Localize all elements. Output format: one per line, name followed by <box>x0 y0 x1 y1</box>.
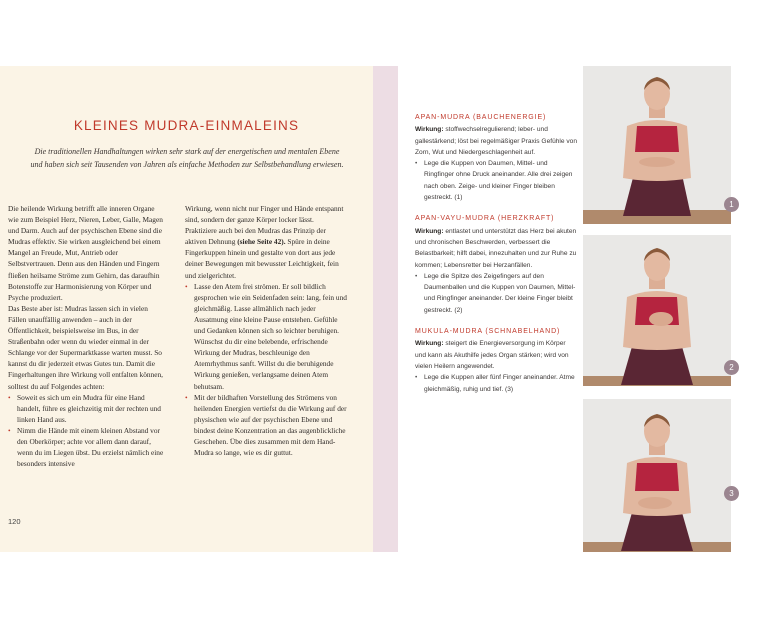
mudra-heading: APAN-MUDRA (BAUCHENERGIE) <box>415 114 547 121</box>
effect-label: Wirkung: <box>415 227 444 235</box>
effect-text: steigert die Energieversorgung im Körper und kann als Akuthilfe jedes Organ stärken; wird von vielen Heilern angewendet. <box>415 340 569 370</box>
woman-meditating-illustration <box>583 66 731 224</box>
instruction-text: Lege die Kuppen aller fünf Finger aneinander. Atme gleichmäßig, ruhig und tief. (3) <box>424 374 575 393</box>
bullet-icon: • <box>415 160 418 168</box>
effect-label: Wirkung: <box>415 126 444 134</box>
bullet-item <box>8 392 166 425</box>
intro-text: Die traditionellen Handhaltungen wirken sehr stark auf der energetischen und mentalen Ebene und haben sich seit Tausenden von Jahren als einfache Methoden zur Selbstbehandlung erwiesen. <box>30 147 344 169</box>
bullet-text: Mit der bildhaften Vorstellung des Strömens von heilenden Energien vertiefst du die Wirkung auf der physischen wie auf der psychischen Ebene und bindest deine Konzentration an das augenblickliche Geschehen. Übe dies zusammen mit dem Hand-Mudra so lange, wie es dir guttut. <box>194 392 347 458</box>
mudra-entry <box>415 326 577 395</box>
paragraph-text: Spüre in deine Fingerkuppen hinein und gestalte von dort aus jede deiner Bewegungen mit bewusster Leichtigkeit, fein und zielgerichtet. <box>185 237 339 280</box>
instruction-text: Lege die Kuppen von Daumen, Mittel- und Ringfinger ohne Druck aneinander. Alle drei zeigen nach oben. Zeige- und kleiner Finger bleiben gestreckt. (1) <box>424 160 573 202</box>
woman-meditating-illustration <box>583 399 731 552</box>
paragraph: Das Beste aber ist: Mudras lassen sich in vielen Fällen unauffällig anwenden – auch in der Öffentlichkeit, beispielsweise im Bus, in der Straßenbahn oder wenn du wieder einmal in der Schlange vor der Supermarktkasse warten musst. So kannst du dir jederzeit etwas Gutes tun. Damit die Fingerhaltungen ihre Wirkung voll entfalten können, solltest du auf Folgendes achten: <box>8 303 163 391</box>
page-reference: (siehe Seite 42). <box>237 237 286 247</box>
bullet-icon: • <box>415 272 418 280</box>
bullet-text: Nimm die Hände mit einem kleinen Abstand vor den Oberkörper; achte vor allem dann darauf, wenn du im Liegen übst. Du erzielst nämlich eine besonders intensive <box>17 425 164 469</box>
mudra-photo-3 <box>583 399 731 552</box>
mudra-photo-2 <box>583 235 731 386</box>
photo-number-badge: 2 <box>724 360 739 375</box>
mudra-instruction <box>415 158 577 203</box>
mudra-entry <box>415 112 577 203</box>
paragraph: Die heilende Wirkung betrifft alle inneren Organe wie zum Beispiel Herz, Nieren, Leber, Galle, Magen und Darm. Auch auf der psychischen Ebene sind die Mudras effektiv. Sie wirken ausgleichend bei einem Mangel an Freude, Mut, Antrieb oder Selbstvertrauen. Denn aus den Händen und Fingern fließen heilsame Ströme zum Gehirn, das daraufhin Botenstoffe zur Harmonisierung von Körper und Psyche produziert. <box>8 204 163 302</box>
mudra-instruction <box>415 271 577 316</box>
text-column-1 <box>8 203 166 469</box>
bullet-item <box>8 425 166 469</box>
mudra-heading: APAN-VAYU-MUDRA (HERZKRAFT) <box>415 215 555 223</box>
effect-label: Wirkung: <box>415 340 444 348</box>
text-column-2 <box>185 203 347 458</box>
mudra-effect <box>415 338 577 372</box>
page-title: KLEINES MUDRA-EINMALEINS <box>73 118 300 133</box>
bullet-icon: • <box>415 374 418 382</box>
mudra-effect <box>415 124 577 158</box>
page-gutter <box>373 66 398 552</box>
mudra-list <box>415 112 577 405</box>
book-spread <box>0 66 774 552</box>
mudra-effect <box>415 226 577 271</box>
bullet-icon: • <box>185 281 188 291</box>
left-page <box>0 66 373 552</box>
mudra-heading: MUKULA-MUDRA (SCHNABELHAND) <box>415 328 561 336</box>
bullet-text: Lasse den Atem frei strömen. Er soll bildlich gesprochen wie ein Seidenfaden sein: lang, fein und gleichmäßig. Lasse allmählich nach jeder Ausatmung eine kleine Pause entstehen. Gefühle und Gedanken können sich so leichter beruhigen. Wünschst du dir eine belebende, erfrischende Wirkung der Mudras, beschleunige den Atemrhythmus sanft. Willst du die beruhigende Wirkung genießen, verlangsame deinen Atem behutsam. <box>194 281 347 391</box>
paragraph-text: Wirkung, wenn nicht nur Finger und Hände entspannt sind, sondern der ganze Körper locker lässt. Praktiziere auch bei den Mudras das Prinzip der aktiven Dehnung <box>185 204 344 247</box>
bullet-icon: • <box>185 392 188 402</box>
bullet-icon: • <box>8 392 11 402</box>
effect-text: entlastet und unterstützt das Herz bei akuten und chronischen Beschwerden, verbessert die Belastbarkeit; hilft dabei, innezuhalten und zur Ruhe zu kommen; Lebensretter bei Herzanfällen. <box>415 227 577 269</box>
mudra-instruction <box>415 372 577 395</box>
mudra-photo-1 <box>583 66 731 224</box>
page-number: 120 <box>8 517 21 526</box>
effect-text: stoffwechselregulierend; leber- und gallestärkend; löst bei regelmäßiger Praxis Gefühle von Zorn, Wut und Niedergeschlagenheit auf. <box>415 126 577 156</box>
mudra-entry <box>415 213 577 316</box>
bullet-icon: • <box>8 425 11 435</box>
bullet-item <box>185 281 347 392</box>
bullet-item <box>185 392 347 459</box>
woman-meditating-illustration <box>583 235 731 386</box>
instruction-text: Lege die Spitze des Zeigefingers auf den Daumenballen und die Kuppen von Daumen, Mittel- und Ringfinger aneinander. Der kleine Finger bleibt gestreckt. (2) <box>424 272 576 314</box>
paragraph <box>185 203 347 281</box>
bullet-text: Soweit es sich um ein Mudra für eine Hand handelt, führe es gleichzeitig mit der rechten und linken Hand aus. <box>17 392 161 424</box>
photo-number-badge: 1 <box>724 197 739 212</box>
photo-number-badge: 3 <box>724 486 739 501</box>
right-page <box>398 66 774 552</box>
